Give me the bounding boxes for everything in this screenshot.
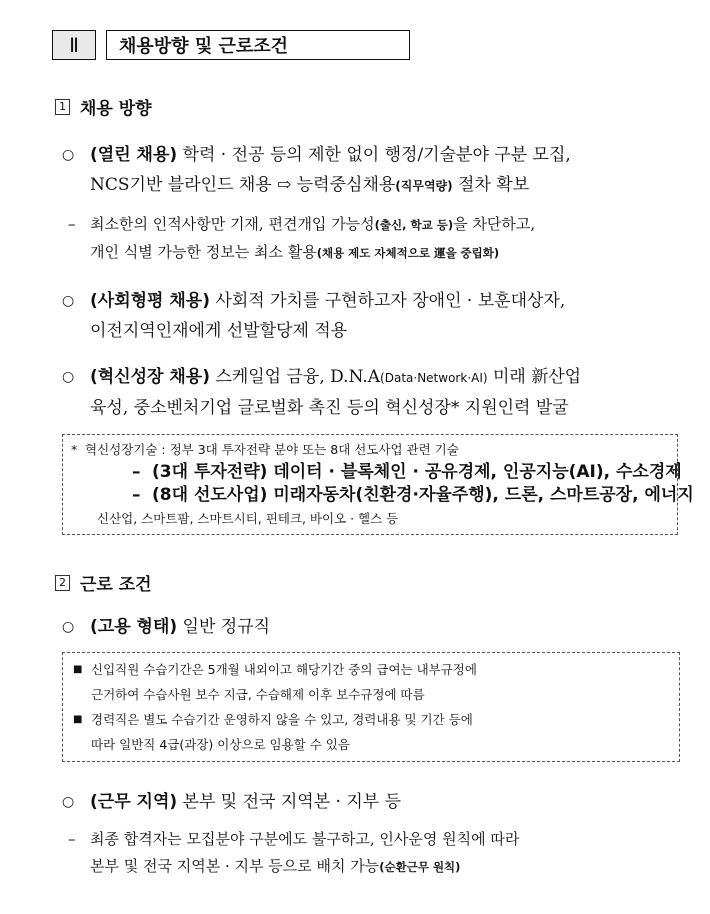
- square-bullet-icon: ■: [73, 664, 83, 675]
- item-label: (열린 채용): [90, 145, 178, 165]
- item-text: 을 차단하고,: [453, 215, 536, 233]
- item-text: 사회적 가치를 구현하고자 장애인 · 보훈대상자,: [210, 291, 566, 311]
- item-work-region: [62, 787, 672, 817]
- subsection-heading-1: [55, 94, 152, 119]
- asterisk-mark: *: [71, 442, 78, 457]
- subsection-heading-2: [55, 570, 152, 595]
- item-paren: (채용 제도 자체적으로 運을 중립화): [316, 246, 500, 260]
- dash-bullet: –: [68, 215, 76, 233]
- circle-bullet-icon: ○: [62, 147, 75, 163]
- item-paren: (출신, 학교 등): [374, 218, 454, 232]
- item-label: (사회형평 채용): [90, 291, 210, 311]
- dash-bullet: –: [132, 462, 141, 482]
- dash-bullet: –: [132, 485, 141, 505]
- item-text: 스케일업 금융, D.N.A: [210, 367, 381, 387]
- notice-text: 신입직원 수습기간은 5개월 내외이고 해당기간 중의 급여는 내부규정에: [91, 662, 477, 677]
- subsection-title: 채용 방향: [80, 99, 152, 119]
- item-text: 일반 정규직: [177, 617, 271, 637]
- section-title: 채용방향 및 근로조건: [106, 30, 410, 60]
- item-paren: (Data·Network·AI): [380, 371, 488, 385]
- footnote-text: 혁신성장기술 : 정부 3대 투자전략 분야 또는 8대 선도사업 관련 기술: [85, 442, 459, 457]
- item-open-recruitment: [62, 140, 672, 201]
- item-paren: (순환근무 원칙): [379, 860, 461, 874]
- section-header: [52, 30, 410, 60]
- item-text: 본부 및 전국 지역본 · 지부 등으로 배치 가능: [90, 857, 380, 875]
- item-label: (혁신성장 채용): [90, 367, 210, 387]
- item-employment-type: [62, 612, 672, 642]
- item-text: NCS기반 블라인드 채용 ⇨ 능력중심채용: [90, 175, 396, 195]
- item-text: 최소한의 인적사항만 기재, 편견개입 가능성: [90, 215, 375, 233]
- circle-bullet-icon: ○: [62, 369, 75, 385]
- footnote-box: [62, 434, 694, 535]
- subsection-number: 1: [55, 99, 70, 115]
- circle-bullet-icon: ○: [62, 619, 75, 635]
- item-text: 학력 · 전공 등의 제한 없이 행정/기술분야 구분 모집,: [177, 145, 571, 165]
- notice-text: 경력직은 별도 수습기간 운영하지 않을 수 있고, 경력내용 및 기간 등에: [91, 712, 473, 727]
- item-paren: (직무역량): [395, 179, 453, 193]
- notice-text: 따라 일반직 4급(과장) 이상으로 임용할 수 있음: [91, 737, 350, 752]
- footnote-text: (8대 선도사업) 미래자동차: [152, 485, 356, 505]
- item-innovation-growth: [62, 362, 672, 423]
- notice-text: 근거하여 수습사원 보수 지급, 수습해제 이후 보수규정에 따름: [91, 687, 425, 702]
- footnote-text: (3대 투자전략) 데이터 · 블록체인 · 공유경제, 인공지능(AI), 수소경제: [152, 462, 682, 482]
- circle-bullet-icon: ○: [62, 293, 75, 309]
- subsection-number: 2: [55, 575, 70, 591]
- circle-bullet-icon: ○: [62, 794, 75, 810]
- footnote-paren: (친환경·자율주행): [355, 485, 493, 505]
- footnote-text: , 드론, 스마트공장, 에너지: [492, 485, 694, 505]
- item-text: 절차 확보: [452, 175, 530, 195]
- item-text: 미래 新산업: [487, 367, 582, 387]
- item-label: (고용 형태): [90, 617, 178, 637]
- probation-notice-box: [62, 652, 680, 762]
- item-region-detail: [68, 826, 678, 881]
- item-text: 이전지역인재에게 선발할당제 적용: [90, 321, 348, 341]
- subsection-title: 근로 조건: [80, 575, 152, 595]
- section-number: Ⅱ: [52, 30, 96, 60]
- item-social-equity: [62, 286, 672, 346]
- item-text: 개인 식별 가능한 정보는 최소 활용: [90, 243, 317, 261]
- item-text: 육성, 중소벤처기업 글로벌화 촉진 등의 혁신성장* 지원인력 발굴: [90, 398, 569, 418]
- item-text: 본부 및 전국 지역본 · 지부 등: [177, 792, 402, 812]
- dash-bullet: –: [68, 830, 76, 848]
- footnote-text: 신산업, 스마트팜, 스마트시티, 핀테크, 바이오 · 헬스 등: [97, 511, 399, 526]
- item-text: 최종 합격자는 모집분야 구분에도 불구하고, 인사운영 원칙에 따라: [90, 830, 520, 848]
- item-label: (근무 지역): [90, 792, 178, 812]
- item-open-detail: [68, 211, 678, 267]
- square-bullet-icon: ■: [73, 714, 83, 725]
